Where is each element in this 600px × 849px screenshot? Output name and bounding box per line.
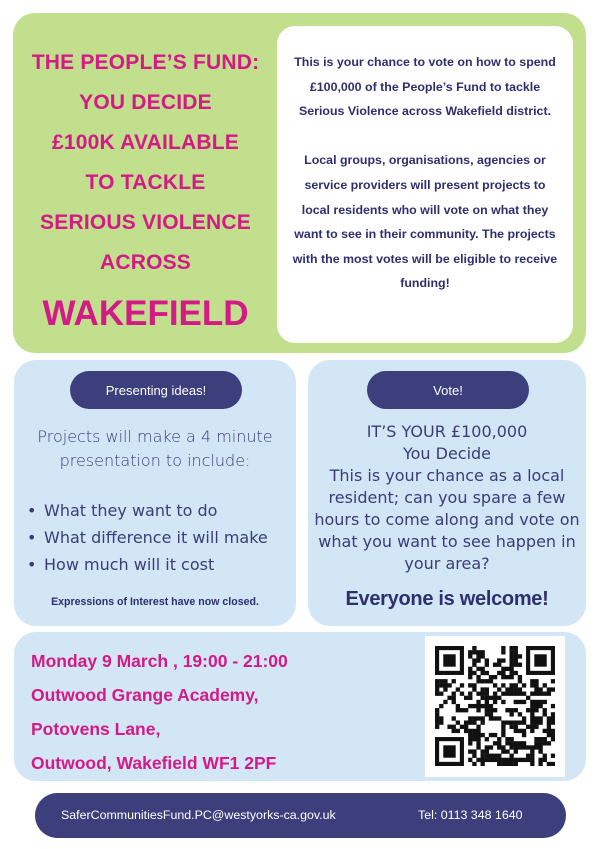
qr-code-icon[interactable] (425, 636, 565, 777)
event-details (31, 644, 288, 780)
headline-line: £100K AVAILABLE (52, 131, 239, 154)
list-item (24, 524, 296, 551)
list-item-text: What difference it will make (44, 528, 268, 547)
headline-line: ACROSS (99, 251, 192, 274)
contact-email-link[interactable]: SaferCommunitiesFund.PC@westyorks-ca.gov.uk (61, 808, 336, 822)
event-panel (14, 632, 586, 781)
vote-panel (308, 360, 586, 626)
headline-line: YOU DECIDE (79, 91, 212, 114)
everyone-welcome: Everyone is welcome! (345, 588, 549, 610)
intro-paragraph: This is your chance to vote on how to spend £100,000 of the People’s Fund to tackle Serious Violence across Wakefield district. (294, 55, 556, 119)
qr-code-graphic (435, 646, 555, 766)
event-town: Outwood, Wakefield WF1 2PF (31, 753, 277, 773)
presenting-panel (14, 360, 296, 626)
headline-wakefield: WAKEFIELD (42, 294, 249, 333)
contact-telephone: Tel: 0113 348 1640 (418, 808, 523, 822)
bullet-icon: • (27, 501, 37, 520)
list-item (24, 551, 296, 578)
intro-box (277, 26, 573, 343)
headline-line: THE PEOPLE’S FUND: (31, 51, 260, 74)
vote-subheadline: You Decide (402, 444, 492, 463)
headline (13, 43, 278, 339)
eoi-closed-note: Expressions of Interest have now closed. (51, 596, 259, 608)
list-item-text: What they want to do (44, 501, 218, 520)
contact-footer (35, 793, 566, 838)
presenting-intro: Projects will make a 4 minute presentation to include: (37, 427, 273, 470)
headline-line: SERIOUS VIOLENCE (40, 211, 251, 234)
bullet-icon: • (27, 528, 37, 547)
vote-text (312, 421, 582, 575)
bullet-icon: • (27, 555, 37, 574)
vote-pill: Vote! (367, 371, 529, 409)
event-date-time: Monday 9 March , 19:00 - 21:00 (31, 651, 288, 671)
vote-body: This is your chance as a local resident; can you spare a few hours to come along and vote on what you want to see happen in your area? (314, 466, 580, 573)
top-panel (13, 13, 586, 353)
event-street: Potovens Lane, (31, 719, 161, 739)
event-venue: Outwood Grange Academy, (31, 685, 259, 705)
presentation-list (24, 497, 296, 578)
vote-headline: IT’S YOUR £100,000 (366, 422, 528, 441)
intro-paragraph: Local groups, organisations, agencies or service providers will present projects to local residents who will vote on what they want to see in their community. The projects with the most votes will be eligible to receive funding! (292, 153, 558, 291)
list-item (24, 497, 296, 524)
headline-line: TO TACKLE (85, 171, 206, 194)
presenting-ideas-pill: Presenting ideas! (70, 371, 242, 409)
list-item-text: How much will it cost (44, 555, 215, 574)
